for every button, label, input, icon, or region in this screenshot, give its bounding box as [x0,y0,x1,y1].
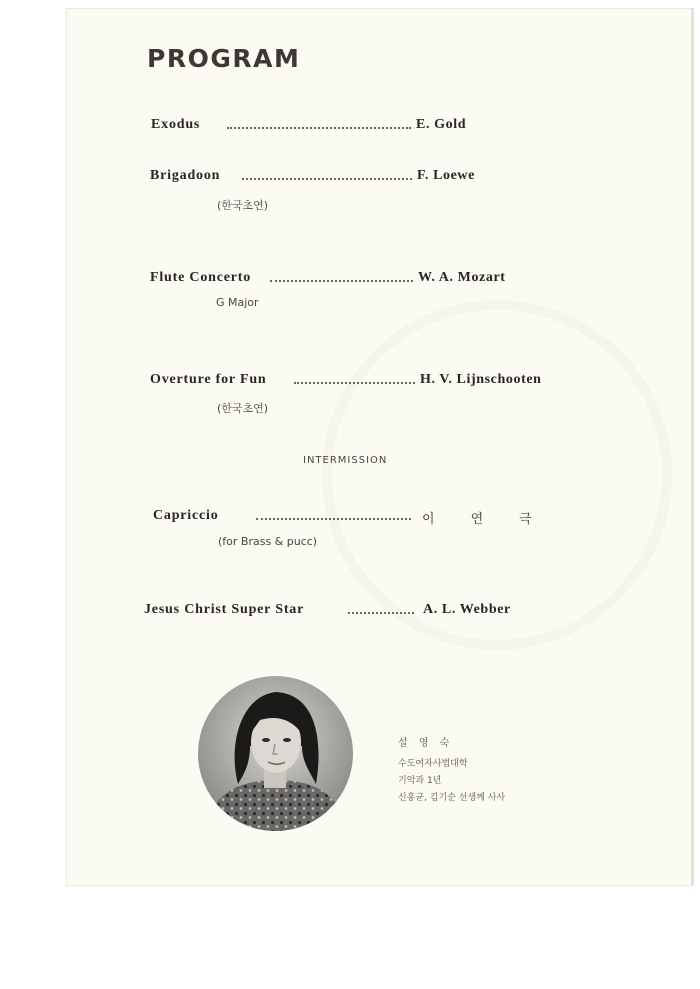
piece-title: Capriccio [153,508,219,523]
composer: H. V. Lijnschooten [420,372,542,387]
composer-char: 이 [422,512,435,527]
performer-teachers: 신홍균, 김기순 선생께 사사 [398,793,506,803]
leader-dots [256,518,411,520]
performer-school: 수도여자사범대학 [398,759,468,769]
piece-note: (for Brass & pucc) [218,535,318,548]
composer-char: 연 [470,512,484,527]
program-item-capriccio [153,508,423,528]
piece-title: Brigadoon [150,168,221,183]
piece-note: G Major [216,296,259,309]
composer-char: 극 [519,512,532,527]
watermark-emblem [322,300,672,650]
program-sheet [66,8,694,886]
composer: E. Gold [416,117,467,132]
piece-title: Jesus Christ Super Star [144,602,305,617]
program-item-brigadoon [150,168,490,188]
program-item-exodus [151,117,481,137]
composer: W. A. Mozart [418,270,506,285]
leader-dots [242,178,412,180]
performer-portrait [198,676,353,831]
program-item-flute-concerto [150,270,530,290]
piece-note: (한국초연) [217,199,269,212]
piece-note: (한국초연) [217,402,269,415]
piece-title: Overture for Fun [150,372,267,387]
leader-dots [270,280,413,282]
leader-dots [348,612,414,614]
page-title: PROGRAM [147,44,301,73]
piece-title: Exodus [151,117,201,132]
leader-dots [294,382,415,384]
performer-name: 설 영 숙 [398,738,454,749]
composer-korean [422,508,568,527]
performer-department: 기악과 1년 [398,776,442,786]
program-item-overture-for-fun [150,372,570,392]
composer: A. L. Webber [423,602,511,617]
piece-title: Flute Concerto [150,270,252,285]
intermission-label: INTERMISSION [303,455,388,466]
composer: F. Loewe [417,168,475,183]
program-item-jesus-christ-super-star [144,602,544,622]
leader-dots [227,127,411,129]
